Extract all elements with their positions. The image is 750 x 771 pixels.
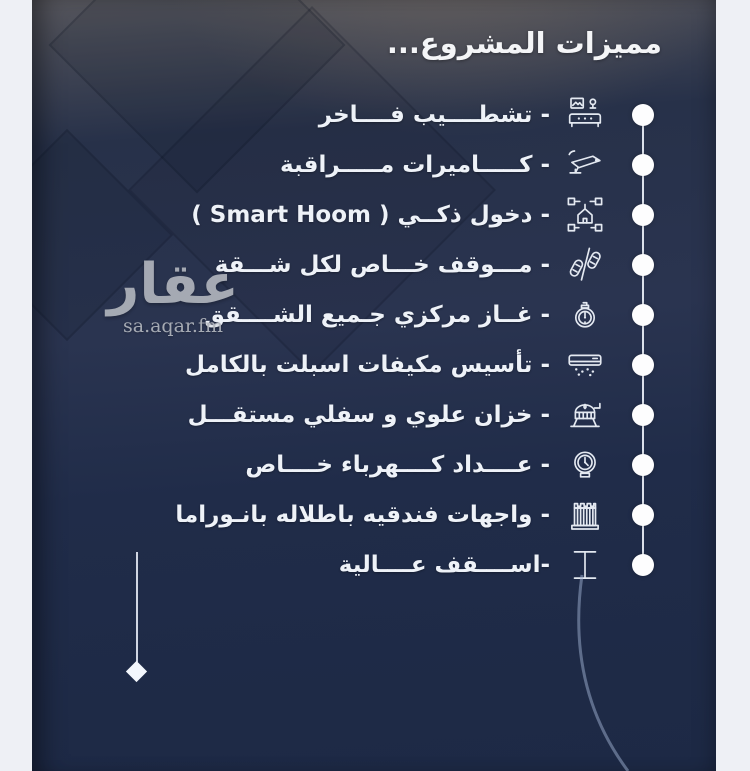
feature-icon-glyph (564, 494, 606, 536)
feature-icon-glyph (564, 244, 606, 286)
smart-home-icon (564, 194, 606, 236)
feature-row (32, 340, 716, 390)
gas-meter-icon (564, 294, 606, 336)
electric-meter-icon (564, 444, 606, 486)
feature-icon-glyph (564, 544, 606, 586)
feature-text: - مـــوقف خـــاص لكل شـــقة (214, 252, 550, 278)
timeline-bullet (632, 454, 654, 476)
timeline-bullet (632, 104, 654, 126)
left-accent-diamond (126, 661, 147, 682)
feature-text: - تشطــــيب فــــاخر (318, 102, 550, 128)
feature-icon-glyph (564, 94, 606, 136)
watermark-url: sa.aqar.fm (122, 314, 224, 337)
cctv-camera-icon (564, 144, 606, 186)
feature-text: - دخول ذكــي ( Smart Hoom ) (191, 202, 550, 228)
feature-icon-glyph (564, 444, 606, 486)
feature-text: - غــاز مركزي جـميع الشــــقق (204, 302, 550, 328)
ad-card (32, 0, 716, 771)
left-accent-line (136, 552, 138, 662)
timeline-bullet (632, 354, 654, 376)
feature-icon-glyph (564, 144, 606, 186)
watermark (98, 252, 248, 337)
feature-text: - كـــــاميرات مـــــراقبة (280, 152, 550, 178)
air-conditioner-icon (564, 344, 606, 386)
feature-row (32, 390, 716, 440)
feature-text: -اســــقف عــــالية (338, 552, 550, 578)
feature-text: - تأسيس مكيفات اسبلت بالكامل (185, 352, 550, 378)
feature-icon-glyph (564, 394, 606, 436)
timeline-bullet (632, 304, 654, 326)
feature-row (32, 540, 716, 590)
feature-row (32, 90, 716, 140)
timeline-bullet (632, 254, 654, 276)
feature-text: - خزان علوي و سفلي مستقـــل (187, 402, 550, 428)
page-title: مميزات المشروع... (386, 26, 662, 60)
timeline-bullet (632, 204, 654, 226)
timeline-bullet (632, 554, 654, 576)
watermark-logo: عقار (107, 252, 239, 317)
parking-cars-icon (564, 244, 606, 286)
feature-text: - عــــداد كــــهرباء خــــاص (245, 452, 550, 478)
water-tank-icon (564, 394, 606, 436)
feature-icon-glyph (564, 194, 606, 236)
timeline-bullet (632, 504, 654, 526)
feature-icon-glyph (564, 294, 606, 336)
feature-row (32, 440, 716, 490)
sofa-icon (564, 94, 606, 136)
feature-row (32, 190, 716, 240)
timeline-bullet (632, 154, 654, 176)
feature-text: - واجهات فندقيه باطلاله بانـوراما (175, 502, 550, 528)
building-facade-icon (564, 494, 606, 536)
feature-row (32, 140, 716, 190)
features-list (32, 90, 716, 590)
timeline-bullet (632, 404, 654, 426)
feature-icon-glyph (564, 344, 606, 386)
feature-row (32, 490, 716, 540)
ceiling-height-icon (564, 544, 606, 586)
